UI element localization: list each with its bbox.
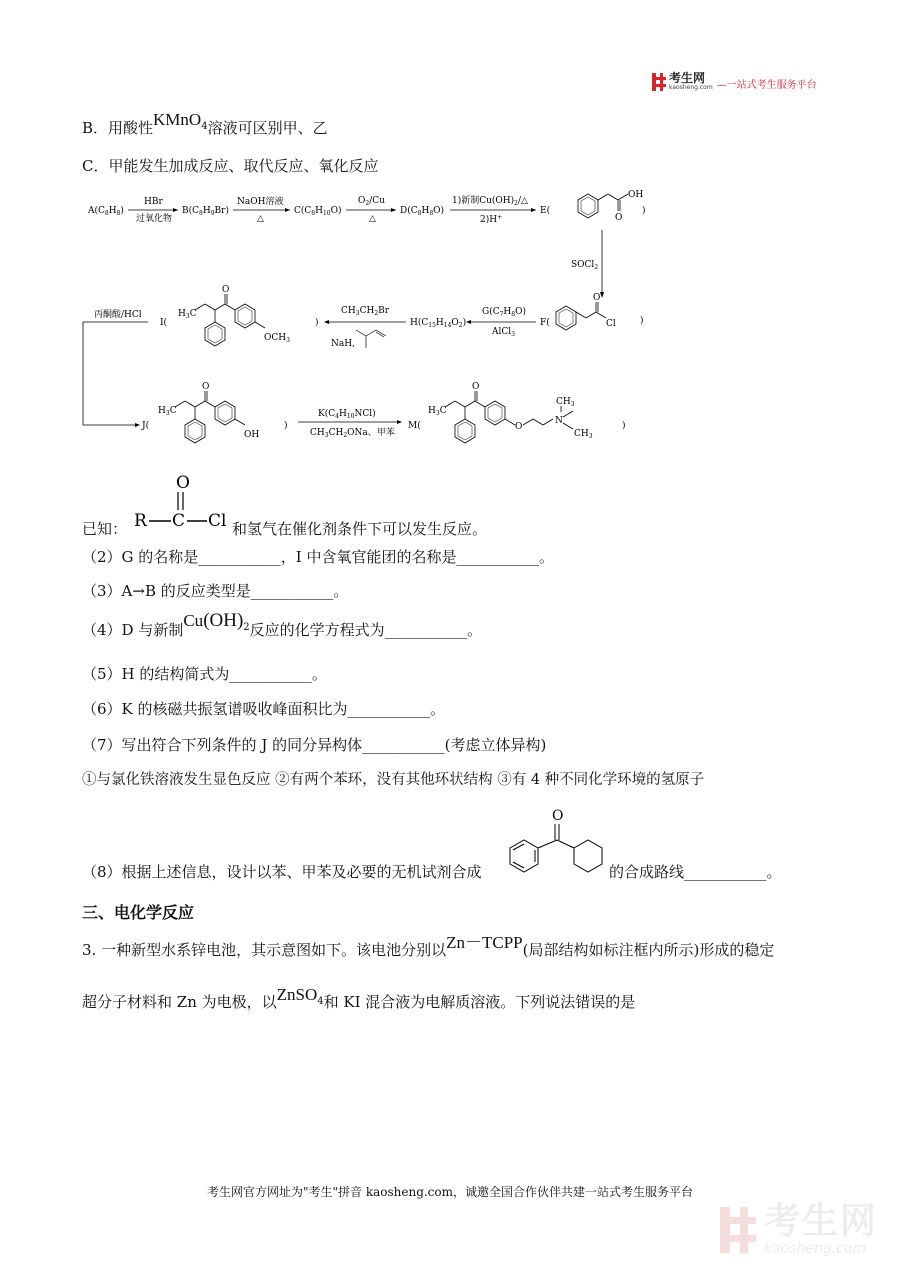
e-o-label: O (615, 213, 623, 223)
m-ch3-bottom: $CH_3$ (574, 429, 593, 440)
brand-url: kaosheng.com (669, 84, 713, 91)
e-oh-label: OH (628, 190, 644, 200)
question-7: （7）写出符合下列条件的 J 的同分异构体___________(考虑立体异构) (82, 736, 547, 754)
watermark-text (764, 1203, 878, 1257)
i-h3c: $H_3C$ (178, 309, 197, 320)
i-och3: $OCH_3$ (264, 333, 290, 344)
compound-e: E( (540, 206, 551, 216)
structure-j (175, 391, 245, 443)
nah-label: NaH, (331, 339, 355, 349)
j-o-label: O (202, 382, 210, 392)
m-h3c: $H_3C$ (428, 406, 447, 417)
brand-logo-icon (652, 73, 666, 91)
section-3-title: 三、电化学反应 (82, 903, 195, 922)
compound-j: J( (142, 421, 150, 431)
page-footer: 考生网官方网址为"考生"拼音 kaosheng.com，诚邀全国合作伙伴共建一站式考生服务平台 (206, 1185, 694, 1199)
compound-m: M( (408, 421, 421, 431)
brand-text (669, 72, 713, 91)
arrow-h-i-top: $CH_3CH_2Br$ (341, 306, 390, 317)
section-3-paragraph-2 (82, 985, 636, 1019)
arrow-b-c-bottom: △ (257, 214, 264, 224)
section-3-paragraph-1 (82, 933, 775, 960)
j-oh-label: OH (244, 430, 260, 440)
acyl-r: R (134, 511, 147, 531)
brand-name: 考生网 (669, 71, 706, 85)
m-ether-o-label: O (515, 422, 523, 432)
section-3-p1-prefix: 3. 一种新型水系锌电池，其示意图如下。该电池分别以 (82, 941, 447, 959)
question-4-oh: (OH) (203, 610, 244, 631)
acyl-o: O (176, 474, 190, 493)
arrow-j-m-top: $K(C_4H_{10}NCl)$ (318, 409, 376, 420)
acyl-cl: Cl (208, 511, 227, 531)
compound-b: $B(C_8H_9Br)$ (182, 206, 229, 217)
question-8-prefix: （8）根据上述信息，设计以苯、甲苯及必要的无机试剂合成 (82, 863, 482, 881)
known-info (82, 474, 602, 538)
compound-i: I( (160, 318, 168, 328)
cyclohexyl-phenyl-ketone-structure (502, 804, 612, 882)
question-3: （3）A→B 的反应类型是___________。 (82, 582, 349, 600)
compound-h: $H(C_{15}H_{14}O_2)$ (410, 318, 467, 329)
arrow-d-e-bottom: 2)H+ (480, 214, 503, 225)
arrow-c-d-top: $O_2/Cu$ (358, 196, 385, 207)
question-4 (82, 610, 483, 647)
arrow-a-b-top: HBr (144, 197, 163, 207)
acyl-chloride-structure (132, 474, 232, 538)
arrow-a-b-bottom: 过氧化物 (136, 214, 173, 224)
watermark-title: 考生网 (764, 1201, 879, 1242)
compound-f: F( (540, 318, 550, 328)
option-b-suffix: 溶液可区别甲、乙 (207, 119, 328, 137)
i-o-label: O (222, 285, 230, 295)
question-8 (82, 862, 482, 882)
compound-e-close: ) (642, 206, 646, 216)
question-6: （6）K 的核磁共振氢谱吸收峰面积比为___________。 (82, 700, 446, 718)
section-3-p2-formula: ZnSO (276, 985, 318, 1004)
question-5: （5）H 的结构简式为___________。 (82, 665, 327, 683)
j-h3c: $H_3C$ (158, 406, 177, 417)
option-b-prefix: B．用酸性 (82, 119, 154, 137)
question-4-sub: 2 (243, 622, 250, 633)
question-4-cu: Cu (183, 611, 204, 630)
compound-i-close: ) (315, 318, 319, 328)
ketone-o-label: O (552, 808, 564, 824)
brand-slogan: —一站式考生服务平台 (716, 80, 817, 91)
m-n-label: N (555, 416, 563, 426)
compound-m-close: ) (622, 421, 626, 431)
option-c: C．甲能发生加成反应、取代反应、氧化反应 (82, 157, 379, 175)
compound-a: $A(C_8H_8)$ (88, 206, 124, 217)
question-8-suffix: 的合成路线___________。 (609, 863, 782, 881)
reaction-scheme (78, 180, 658, 470)
arrow-b-c-top: NaOH溶液 (237, 197, 284, 207)
brand-header (652, 72, 817, 91)
arrow-c-d-bottom: △ (369, 214, 376, 224)
structure-m (445, 391, 573, 443)
known-prefix: 已知： (82, 520, 128, 538)
compound-d: $D(C_8H_8O)$ (400, 206, 445, 217)
f-cl-label: Cl (606, 319, 616, 329)
compound-j-close: ) (284, 421, 288, 431)
compound-f-close: ) (640, 316, 644, 326)
structure-f (556, 302, 606, 330)
m-ch3-top: $CH_3$ (556, 397, 575, 408)
section-3-p2-sub: 4 (317, 996, 324, 1007)
scheme-row-3 (141, 382, 626, 443)
section-3-p2-prefix: 超分子材料和 Zn 为电极，以 (82, 993, 277, 1011)
f-o-label: O (593, 293, 601, 303)
label-pyruvic-hcl: 丙酮酸/HCl (94, 310, 142, 320)
structure-i (195, 294, 265, 346)
arrow-j-m-bottom: $CH_3CH_2ONa$、甲苯 (310, 428, 395, 439)
m-o-label: O (472, 382, 480, 392)
arrow-f-h-bottom: AlCl$_3$ (492, 327, 515, 338)
watermark-url: kaosheng.com (764, 1241, 867, 1257)
known-suffix: 和氢气在催化剂条件下可以发生反应。 (232, 520, 488, 538)
scheme-row-1 (87, 190, 646, 225)
section-3-p1-formula: Zn－TCPP (446, 933, 523, 952)
question-4-suffix: 反应的化学方程式为___________。 (249, 621, 483, 639)
question-7-conditions: ①与氯化铁溶液发生显色反应 ②有两个苯环，没有其他环状结构 ③有 4 种不同化学环境的氢原子 (82, 772, 705, 788)
option-b-formula: KMnO (153, 110, 202, 129)
question-4-prefix: （4）D 与新制 (82, 621, 184, 639)
watermark (718, 1203, 878, 1257)
dmf-structure (356, 330, 386, 348)
section-3-p1-suffix: (局部结构如标注框内所示)形成的稳定 (522, 941, 775, 959)
acyl-c: C (172, 511, 186, 531)
option-b (82, 110, 328, 145)
arrow-f-h-top: $G(C_7H_8O)$ (482, 307, 526, 318)
option-b-sub: 4 (201, 121, 208, 132)
arrow-d-e-top: 1)新制$Cu(OH)_2/\triangle$ (452, 196, 528, 207)
brand-slogan-text: 一站式考生服务平台 (726, 80, 817, 91)
question-2: （2）G 的名称是___________，I 中含氧官能团的名称是___________。 (82, 548, 554, 566)
compound-c: $C(C_8H_{10}O)$ (294, 206, 342, 217)
section-3-p2-suffix: 和 KI 混合液为电解质溶液。下列说法错误的是 (323, 993, 636, 1011)
watermark-logo-icon (718, 1205, 758, 1255)
arrow-e-f-label: SOCl$_2$ (571, 260, 599, 271)
